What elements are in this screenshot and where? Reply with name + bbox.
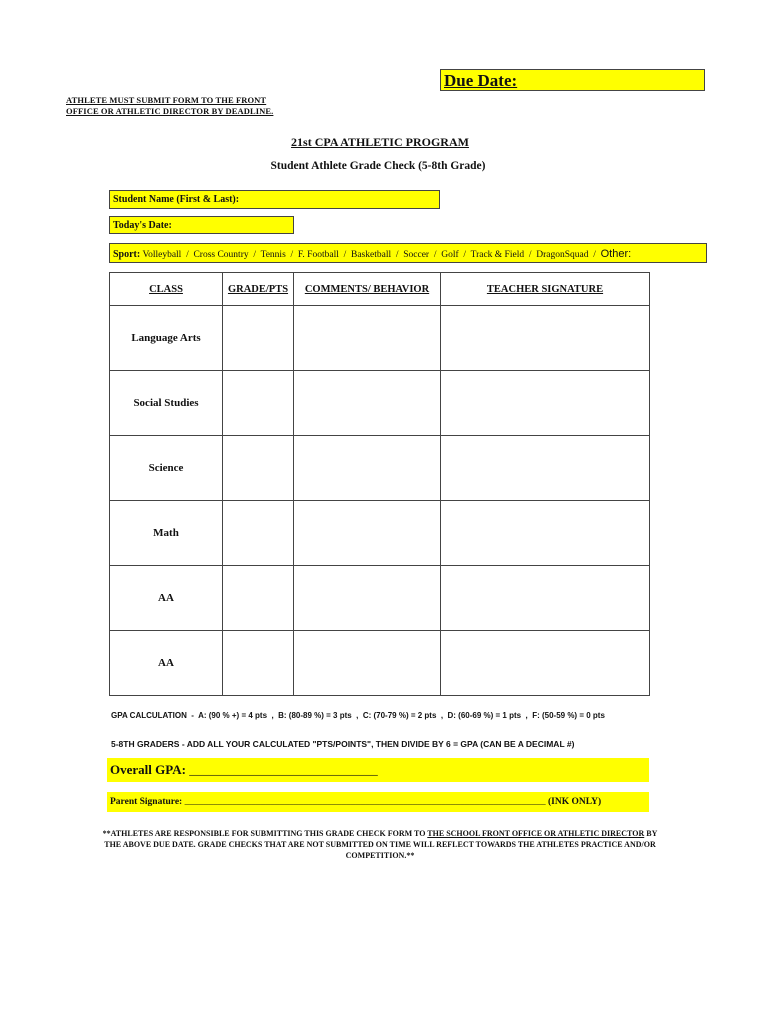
teacher-signature-cell[interactable] (441, 306, 650, 371)
table-row (110, 631, 650, 696)
comments-cell[interactable] (294, 631, 441, 696)
grade-cell[interactable] (223, 371, 294, 436)
submit-instruction: ATHLETE MUST SUBMIT FORM TO THE FRONT OFFICE OR ATHLETIC DIRECTOR BY DEADLINE. (66, 95, 274, 116)
parent-signature-field[interactable] (107, 792, 649, 812)
comments-cell[interactable] (294, 501, 441, 566)
teacher-signature-cell[interactable] (441, 371, 650, 436)
comments-cell[interactable] (294, 566, 441, 631)
form-subtitle: Student Athlete Grade Check (5-8th Grade) (270, 160, 486, 172)
footer-disclaimer: **ATHLETES ARE RESPONSIBLE FOR SUBMITTING THIS GRADE CHECK FORM TO THE SCHOOL FRONT OFFICE OR ATHLETIC DIRECTOR BY THE ABOVE DUE DATE. GRADE CHECKS THAT ARE NOT SUBMITTED ON TIME WILL REFLECT TOWARDS THE ATHLETES PRACTICE AND/OR COMPETITION.** (102, 829, 658, 860)
class-name: Social Studies (110, 371, 223, 436)
other-sport-label: Other: (600, 248, 632, 260)
table-row (110, 371, 650, 436)
program-title: 21st CPA ATHLETIC PROGRAM (291, 135, 469, 149)
header-comments-behavior: COMMENTS/ BEHAVIOR (294, 273, 441, 306)
todays-date-label: Today's Date: (113, 220, 172, 231)
teacher-signature-cell[interactable] (441, 631, 650, 696)
class-name: Science (110, 436, 223, 501)
comments-cell[interactable] (294, 306, 441, 371)
grade-cell[interactable] (223, 436, 294, 501)
grade-cell[interactable] (223, 566, 294, 631)
parent-signature-line: ____________________________________________________________________________ (184, 797, 546, 807)
table-header-row (110, 273, 650, 306)
parent-signature-label: Parent Signature: (110, 797, 183, 807)
sport-label: Sport: (113, 249, 141, 260)
comments-cell[interactable] (294, 371, 441, 436)
class-name: Language Arts (110, 306, 223, 371)
teacher-signature-cell[interactable] (441, 501, 650, 566)
header-class: CLASS (110, 273, 223, 306)
overall-gpa-label: Overall GPA: (110, 762, 186, 777)
comments-cell[interactable] (294, 436, 441, 501)
class-name: AA (110, 631, 223, 696)
header-teacher-signature: TEACHER SIGNATURE (441, 273, 650, 306)
table-row (110, 501, 650, 566)
table-row (110, 306, 650, 371)
grade-cell[interactable] (223, 306, 294, 371)
grade-cell[interactable] (223, 631, 294, 696)
grade-table (109, 272, 650, 696)
student-name-label: Student Name (First & Last): (113, 194, 240, 205)
sport-field[interactable] (109, 243, 707, 263)
grade-cell[interactable] (223, 501, 294, 566)
gpa-instruction: 5-8TH GRADERS - ADD ALL YOUR CALCULATED "PTS/POINTS", THEN DIVIDE BY 6 = GPA (CAN BE A DECIMAL #) (111, 739, 575, 749)
teacher-signature-cell[interactable] (441, 436, 650, 501)
due-date-label: Due Date: (444, 71, 518, 90)
class-name: Math (110, 501, 223, 566)
table-row (110, 566, 650, 631)
header-grade-pts: GRADE/PTS (223, 273, 294, 306)
overall-gpa-field[interactable] (107, 758, 649, 782)
todays-date-field[interactable] (109, 216, 294, 234)
class-name: AA (110, 566, 223, 631)
sport-options: Volleyball / Cross Country / Tennis / F. Football / Basketball / Soccer / Golf / Track & Field / DragonSquad / (140, 250, 601, 260)
teacher-signature-cell[interactable] (441, 566, 650, 631)
gpa-calculation-note: GPA CALCULATION - A: (90 % +) = 4 pts , B: (80-89 %) = 3 pts , C: (70-79 %) = 2 pts , D: (60-69 %) = 1 pts , F: (50-59 %) = 0 pts (111, 711, 605, 720)
table-row (110, 436, 650, 501)
ink-only-note: (INK ONLY) (547, 797, 602, 807)
overall-gpa-line: _____________________________ (189, 762, 378, 777)
due-date-field[interactable] (440, 69, 705, 91)
student-name-field[interactable] (109, 190, 440, 209)
